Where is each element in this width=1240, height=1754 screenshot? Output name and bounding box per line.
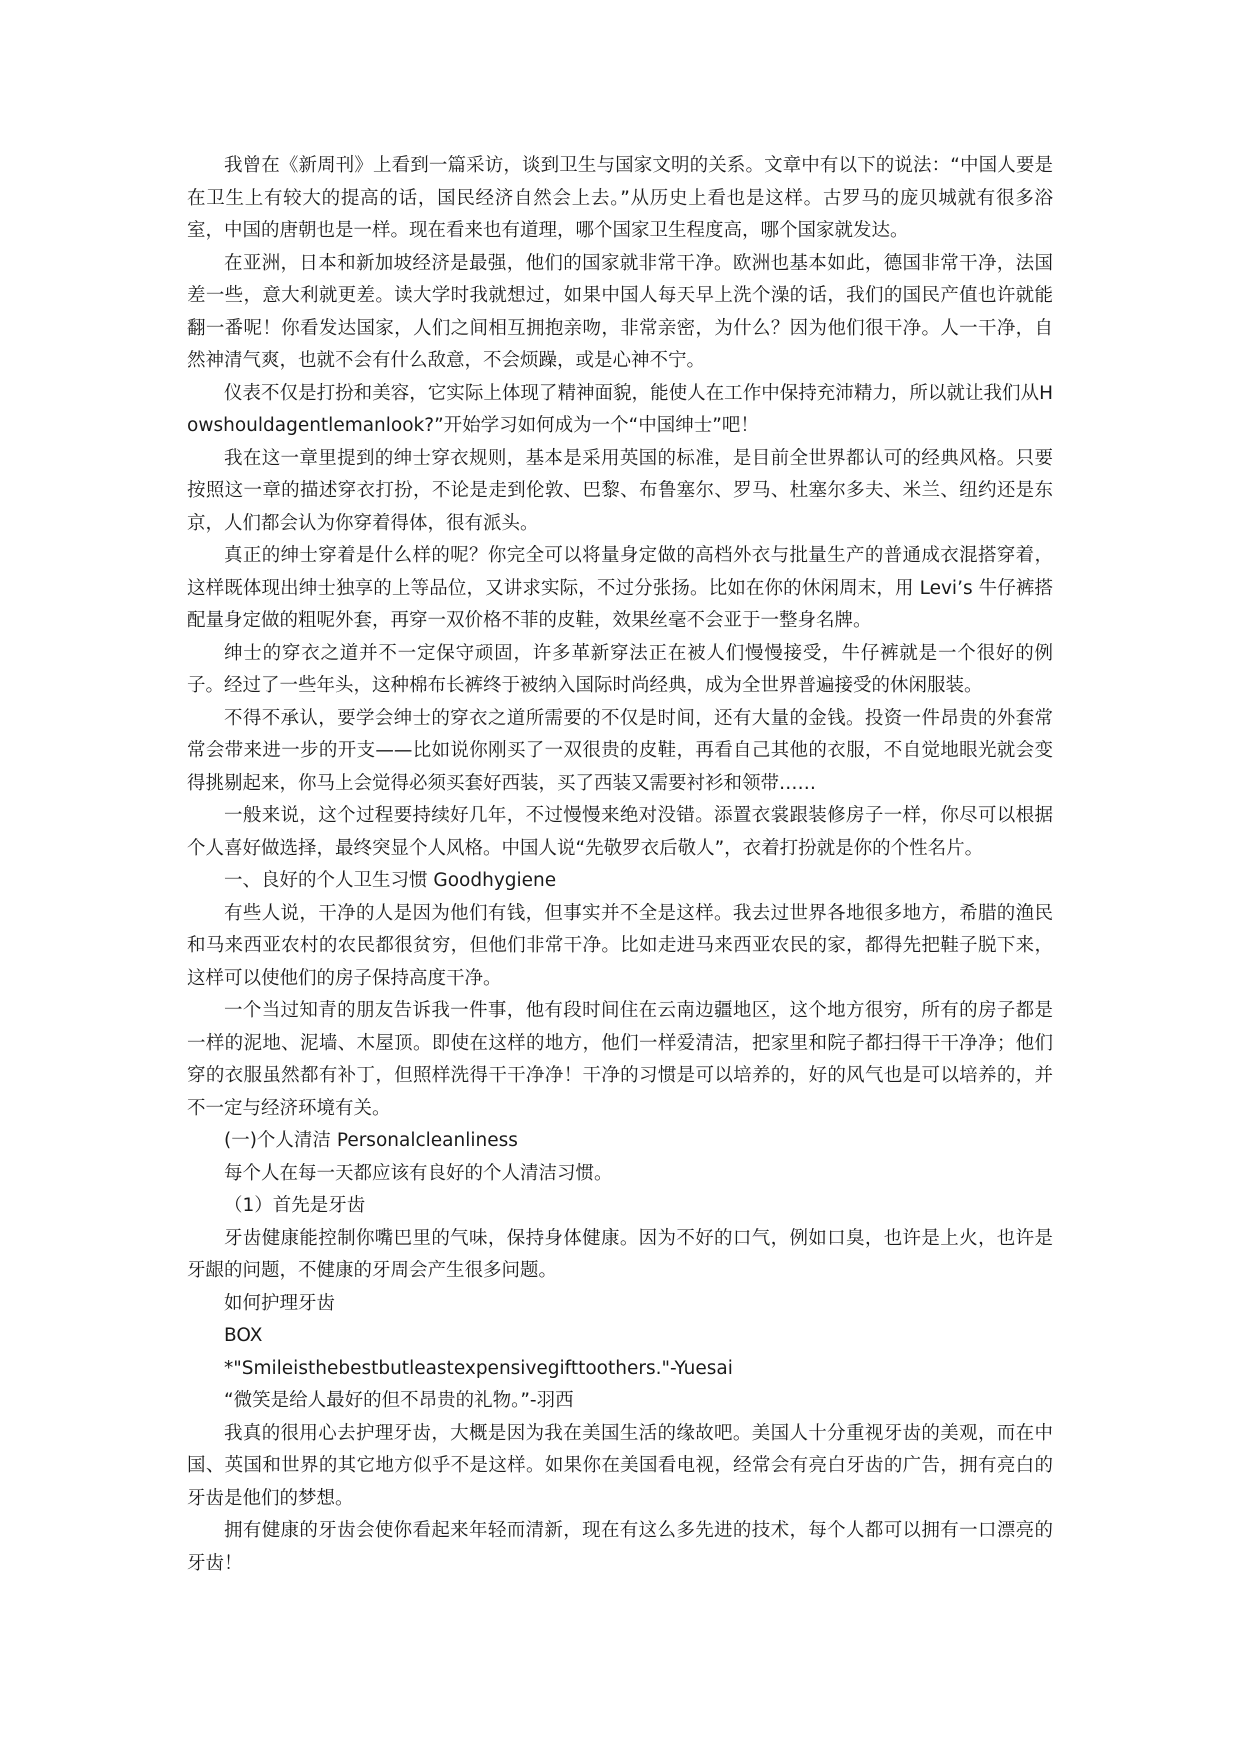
paragraph: 一般来说，这个过程要持续好几年，不过慢慢来绝对没错。添置衣裳跟装修房子一样，你尽可以根据个人喜好做选择，最终突显个人风格。中国人说“先敬罗衣后敬人”，衣着打扮就是你的个性名片。 [187, 805, 1053, 859]
paragraph: 在亚洲，日本和新加坡经济是最强，他们的国家就非常干净。欧洲也基本如此，德国非常干净，法国差一些，意大利就更差。读大学时我就想过，如果中国人每天早上洗个澡的话，我们的国民产值也许就能翻一番呢！你看发达国家，人们之间相互拥抱亲吻，非常亲密，为什么？因为他们很干净。人一干净，自然神清气爽，也就不会有什么敌意，不会烦躁，或是心神不宁。 [187, 252, 1053, 371]
section-heading: 一、良好的个人卫生习惯 Goodhygiene [224, 870, 557, 891]
paragraph: 我在这一章里提到的绅士穿衣规则，基本是采用英国的标准，是目前全世界都认可的经典风格。只要按照这一章的描述穿衣打扮，不论是走到伦敦、巴黎、布鲁塞尔、罗马、杜塞尔多夫、米兰、纽约还是东京，人们都会认为你穿着得体，很有派头。 [187, 447, 1053, 534]
paragraph: 每个人在每一天都应该有良好的个人清洁习惯。 [224, 1162, 613, 1184]
subsection-heading: (一)个人清洁 Personalcleanliness [224, 1130, 518, 1151]
paragraph: 一个当过知青的朋友告诉我一件事，他有段时间住在云南边疆地区，这个地方很穷，所有的房子都是一样的泥地、泥墙、木屋顶。即使在这样的地方，他们一样爱清洁，把家里和院子都扫得干干净净；他们穿的衣服虽然都有补丁，但照样洗得干干净净！干净的习惯是可以培养的，好的风气也是可以培养的，并不一定与经济环境有关。 [187, 1000, 1053, 1119]
paragraph: 我真的很用心去护理牙齿，大概是因为我在美国生活的缘故吧。美国人十分重视牙齿的美观，而在中国、英国和世界的其它地方似乎不是这样。如果你在美国看电视，经常会有亮白牙齿的广告，拥有亮白的牙齿是他们的梦想。 [187, 1422, 1053, 1509]
paragraph: 拥有健康的牙齿会使你看起来年轻而清新，现在有这么多先进的技术，每个人都可以拥有一口漂亮的牙齿！ [187, 1520, 1053, 1574]
paragraph: 我曾在《新周刊》上看到一篇采访，谈到卫生与国家文明的关系。文章中有以下的说法：“中国人要是在卫生上有较大的提高的话，国民经济自然会上去。”从历史上看也是这样。古罗马的庞贝城就有很多浴室，中国的唐朝也是一样。现在看来也有道理，哪个国家卫生程度高，哪个国家就发达。 [187, 155, 1053, 241]
document-body [187, 150, 1053, 1580]
quote-chinese: “微笑是给人最好的但不昂贵的礼物。”-羽西 [224, 1390, 574, 1411]
paragraph: 仪表不仅是打扮和美容，它实际上体现了精神面貌，能使人在工作中保持充沛精力，所以就让我们从Howshouldagentlemanlook?”开始学习如何成为一个“中国绅士”吧！ [187, 382, 1053, 436]
item-heading: 如何护理牙齿 [224, 1292, 336, 1314]
box-label: BOX [224, 1325, 263, 1346]
paragraph: 有些人说，干净的人是因为他们有钱，但事实并不全是这样。我去过世界各地很多地方，希腊的渔民和马来西亚农村的农民都很贫穷，但他们非常干净。比如走进马来西亚农民的家，都得先把鞋子脱下来，这样可以使他们的房子保持高度干净。 [187, 902, 1053, 989]
paragraph: 不得不承认，要学会绅士的穿衣之道所需要的不仅是时间，还有大量的金钱。投资一件昂贵的外套常常会带来进一步的开支——比如说你刚买了一双很贵的皮鞋，再看自己其他的衣服，不自觉地眼光就会变得挑剔起来，你马上会觉得必须买套好西装，买了西装又需要衬衫和领带…… [187, 707, 1053, 794]
paragraph: 绅士的穿衣之道并不一定保守顽固，许多革新穿法正在被人们慢慢接受，牛仔裤就是一个很好的例子。经过了一些年头，这种棉布长裤终于被纳入国际时尚经典，成为全世界普遍接受的休闲服装。 [187, 642, 1053, 696]
item-heading: （1）首先是牙齿 [224, 1195, 366, 1216]
paragraph: 牙齿健康能控制你嘴巴里的气味，保持身体健康。因为不好的口气，例如口臭，也许是上火，也许是牙龈的问题，不健康的牙周会产生很多问题。 [187, 1227, 1053, 1281]
paragraph: 真正的绅士穿着是什么样的呢？你完全可以将量身定做的高档外衣与批量生产的普通成衣混搭穿着，这样既体现出绅士独享的上等品位，又讲求实际，不过分张扬。比如在你的休闲周末，用 Levi’s 牛仔裤搭配量身定做的粗呢外套，再穿一双价格不菲的皮鞋，效果丝毫不会亚于一整身名牌。 [187, 545, 1053, 631]
quote-english: *"Smileisthebestbutleastexpensivegifttoothers."-Yuesai [224, 1357, 733, 1379]
